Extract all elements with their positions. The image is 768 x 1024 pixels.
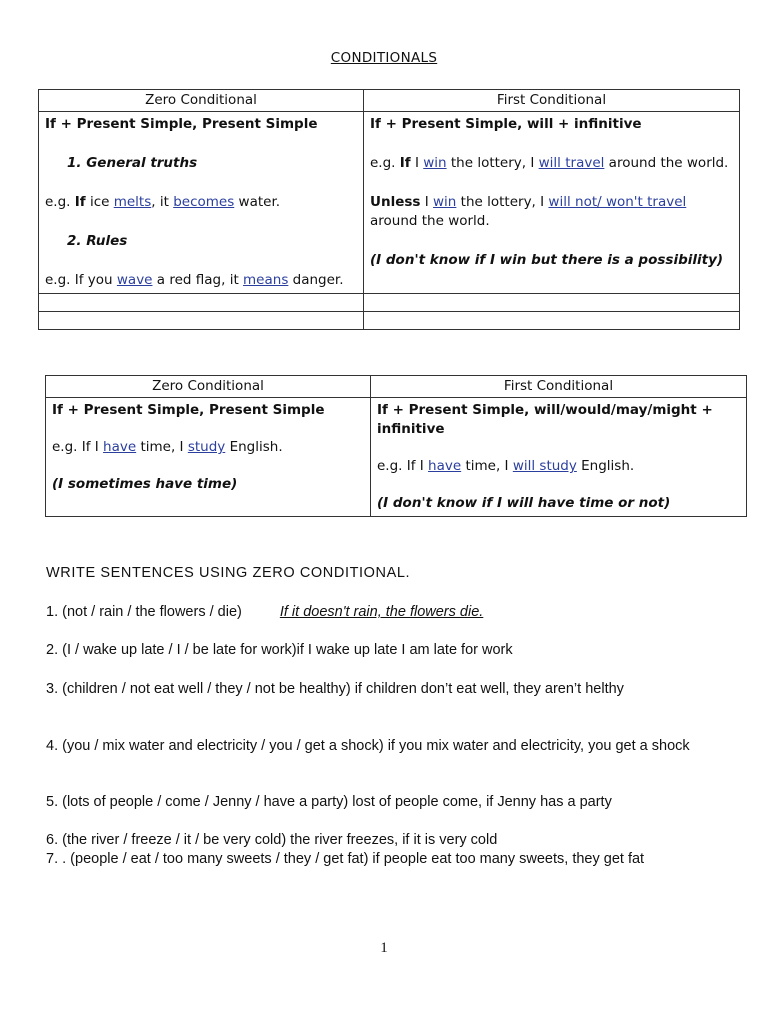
zero-note: (I sometimes have time) (52, 476, 238, 492)
first-conditional-header: First Conditional (371, 376, 747, 398)
first-formula: If + Present Simple, will + infinitive (370, 116, 642, 132)
empty-cell (39, 312, 364, 330)
conditionals-table-1 (38, 89, 740, 330)
first-conditional-cell (371, 398, 747, 517)
zero-conditional-cell (46, 398, 371, 517)
first-formula: If + Present Simple, will/would/may/might + infinitive (377, 402, 713, 437)
zero-example: e.g. If I have time, I study English. (52, 439, 283, 455)
zero-formula: If + Present Simple, Present Simple (45, 116, 318, 132)
page-number: 1 (380, 940, 388, 956)
first-note: (I don't know if I win but there is a possibility) (370, 252, 724, 268)
exercise-item-7: 7. . (people / eat / too many sweets / they / get fat) if people eat too many sweets, they get fat (46, 851, 645, 867)
first-example-1: e.g. If I win the lottery, I will travel around the world. (370, 155, 729, 171)
exercise-item-6: 6. (the river / freeze / it / be very cold) the river freezes, if it is very cold (46, 832, 498, 848)
exercise-item-2: 2. (I / wake up late / I / be late for work)if I wake up late I am late for work (46, 642, 513, 658)
exercise-item-4: 4. (you / mix water and electricity / you / get a shock) if you mix water and electricity, you get a shock (46, 738, 690, 754)
exercise-heading: WRITE SENTENCES USING ZERO CONDITIONAL. (46, 565, 411, 581)
zero-conditional-header: Zero Conditional (46, 376, 371, 398)
exercise-item-3: 3. (children / not eat well / they / not be healthy) if children don’t eat well, they aren’t helthy (46, 681, 624, 697)
exercise-item-1: 1. (not / rain / the flowers / die) If it doesn't rain, the flowers die. (46, 604, 484, 620)
general-truths-heading: 1. General truths (67, 155, 198, 171)
first-conditional-cell (364, 112, 740, 294)
rules-heading: 2. Rules (67, 233, 128, 249)
zero-example-2: e.g. If you wave a red flag, it means danger. (45, 272, 344, 288)
zero-conditional-header: Zero Conditional (39, 90, 364, 112)
exercise-item-5: 5. (lots of people / come / Jenny / have a party) lost of people come, if Jenny has a party (46, 794, 612, 810)
first-example: e.g. If I have time, I will study English. (377, 458, 635, 474)
first-example-2: Unless I win the lottery, I will not/ won't travel around the world. (370, 194, 687, 229)
empty-cell (364, 294, 740, 312)
zero-conditional-cell (39, 112, 364, 294)
empty-cell (39, 294, 364, 312)
zero-formula: If + Present Simple, Present Simple (52, 402, 325, 418)
first-conditional-header: First Conditional (364, 90, 740, 112)
empty-cell (364, 312, 740, 330)
page-title: CONDITIONALS (330, 50, 438, 66)
zero-example-1: e.g. If ice melts, it becomes water. (45, 194, 281, 210)
conditionals-table-2 (45, 375, 747, 517)
first-note: (I don't know if I will have time or not) (377, 495, 671, 511)
